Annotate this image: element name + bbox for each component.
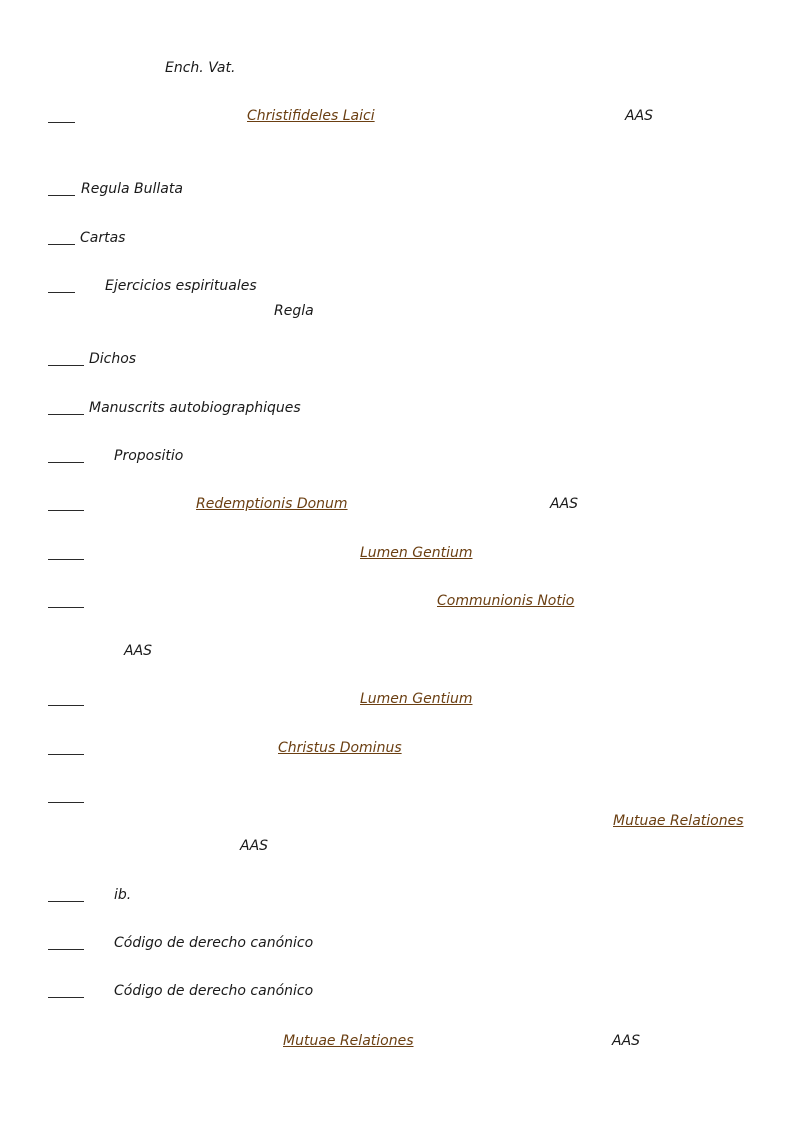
footnote-rule — [48, 754, 84, 755]
note-text: Ejercicios espirituales — [105, 278, 257, 294]
redemptionis-donum-link[interactable]: Redemptionis Donum — [196, 496, 348, 512]
note-text-continued: Regla — [274, 303, 314, 319]
footnote-rule — [48, 122, 75, 123]
lumen-gentium-link[interactable]: Lumen Gentium — [360, 691, 473, 707]
christus-dominus-link[interactable]: Christus Dominus — [278, 740, 402, 756]
note-ref: AAS — [612, 1033, 641, 1049]
note-ref: AAS — [240, 838, 269, 854]
footnote-rule — [48, 244, 75, 245]
christifideles-laici-link[interactable]: Christifideles Laici — [247, 108, 375, 124]
footnote-rule — [48, 607, 84, 608]
note-ref: AAS — [550, 496, 579, 512]
footnote-rule — [48, 414, 84, 415]
lumen-gentium-link[interactable]: Lumen Gentium — [360, 545, 473, 561]
mutuae-relationes-link[interactable]: Mutuae Relationes — [613, 813, 744, 829]
note-text: Regula Bullata — [81, 181, 183, 197]
note-ref: AAS — [625, 108, 654, 124]
footnote-rule — [48, 195, 75, 196]
note-text: Ench. Vat. — [165, 60, 236, 76]
note-text: Código de derecho canónico — [114, 935, 314, 951]
footnote-rule — [48, 705, 84, 706]
footnote-rule — [48, 365, 84, 366]
mutuae-relationes-link[interactable]: Mutuae Relationes — [283, 1033, 414, 1049]
footnote-rule — [48, 997, 84, 998]
footnote-rule — [48, 559, 84, 560]
note-text: Propositio — [114, 448, 184, 464]
footnote-rule — [48, 802, 84, 803]
footnote-rule — [48, 949, 84, 950]
communionis-notio-link[interactable]: Communionis Notio — [437, 593, 575, 609]
footnote-rule — [48, 510, 84, 511]
note-text: Dichos — [89, 351, 137, 367]
note-text: ib. — [114, 887, 132, 903]
footnote-rule — [48, 901, 84, 902]
footnote-rule — [48, 462, 84, 463]
footnote-rule — [48, 292, 75, 293]
note-text: Código de derecho canónico — [114, 983, 314, 999]
note-text: Cartas — [80, 230, 126, 246]
note-text: Manuscrits autobiographiques — [89, 400, 301, 416]
note-ref: AAS — [124, 643, 153, 659]
